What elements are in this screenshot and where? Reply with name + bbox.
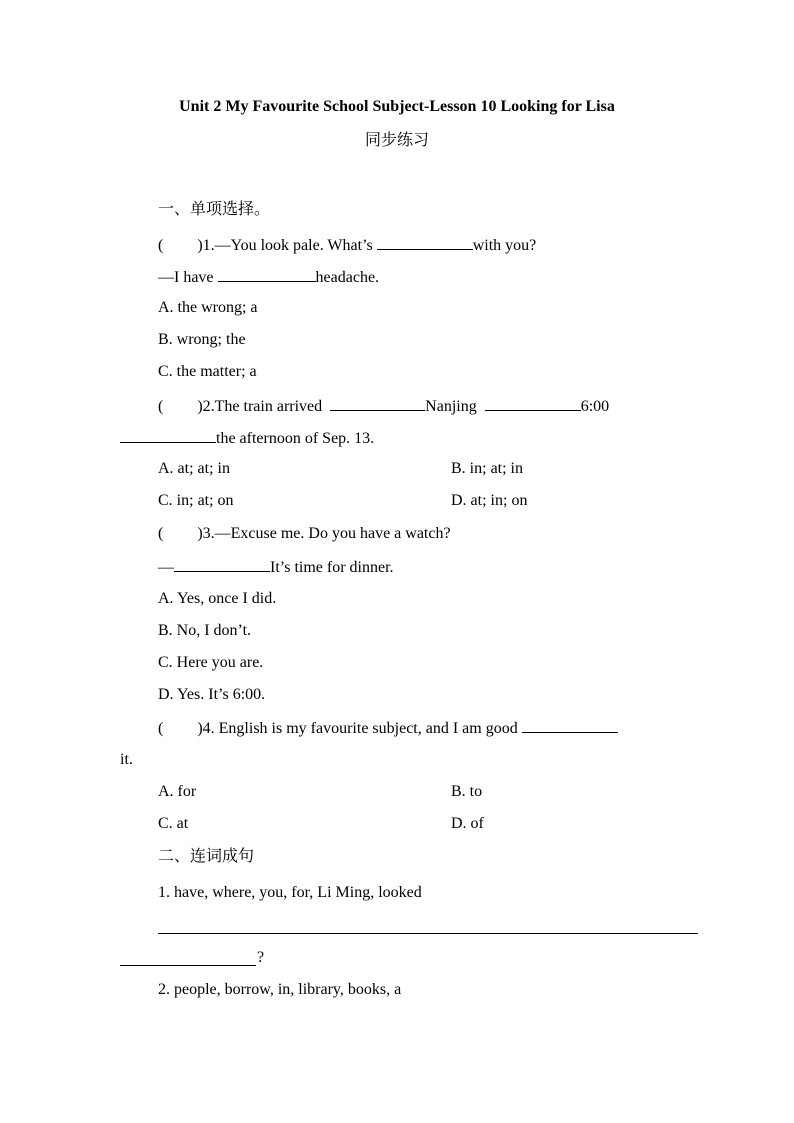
question-2-text: )2.The train arrived: [197, 398, 323, 415]
option-2d: D. at; in; on: [451, 492, 528, 509]
sentence-1-end-mark: ?: [257, 949, 265, 966]
option-2c: C. in; at; on: [158, 492, 234, 509]
question-1-text: )1.—You look pale. What’s: [197, 237, 373, 254]
question-3: [158, 524, 451, 544]
option-1a: A. the wrong; a: [158, 299, 258, 316]
option-3b: B. No, I don’t.: [158, 622, 252, 639]
question-1: [158, 234, 536, 256]
option-4c: C. at: [158, 815, 189, 832]
question-1-line2: [158, 266, 379, 288]
option-2b: B. in; at; in: [451, 460, 523, 477]
section2-heading: 二、连词成句: [158, 848, 255, 865]
question-1-text-end: with you?: [472, 237, 537, 254]
document-title: Unit 2 My Favourite School Subject-Lesson 10 Looking for Lisa: [179, 98, 615, 115]
option-3a: A. Yes, once I did.: [158, 590, 277, 607]
section1-heading: 一、单项选择。: [158, 201, 271, 218]
question-1-line2-pre: —I have: [158, 269, 214, 286]
question-2-mid2: 6:00: [580, 398, 610, 415]
document-subtitle: 同步练习: [364, 132, 429, 149]
option-1c: C. the matter; a: [158, 363, 257, 380]
answer-blank[interactable]: [120, 427, 216, 443]
question-3-line2-pre: —: [158, 559, 174, 576]
answer-blank[interactable]: [377, 234, 473, 250]
question-2: [158, 395, 609, 417]
answer-line[interactable]: [158, 933, 698, 934]
question-4-line2: it.: [120, 751, 133, 768]
sentence-2-prompt: 2. people, borrow, in, library, books, a: [158, 981, 402, 998]
question-3-line2: [158, 556, 394, 578]
answer-paren-open: (: [158, 398, 164, 415]
answer-blank[interactable]: [218, 266, 316, 282]
question-4: [158, 717, 618, 739]
answer-blank[interactable]: [522, 717, 618, 733]
answer-paren-open: (: [158, 525, 164, 542]
option-3c: C. Here you are.: [158, 654, 264, 671]
option-4b: B. to: [451, 783, 483, 800]
answer-blank[interactable]: [485, 395, 581, 411]
answer-paren-open: (: [158, 720, 164, 737]
option-1b: B. wrong; the: [158, 331, 246, 348]
question-2-mid1: Nanjing: [425, 398, 477, 415]
option-2a: A. at; at; in: [158, 460, 230, 477]
option-4a: A. for: [158, 783, 197, 800]
question-3-line2-post: It’s time for dinner.: [270, 559, 394, 576]
question-4-text: )4. English is my favourite subject, and I am good: [197, 720, 518, 737]
option-3d: D. Yes. It’s 6:00.: [158, 686, 266, 703]
answer-blank[interactable]: [330, 395, 425, 411]
question-2-line2-post: the afternoon of Sep. 13.: [216, 430, 375, 447]
answer-line[interactable]: [120, 965, 256, 966]
question-3-text: )3.—Excuse me. Do you have a watch?: [197, 525, 451, 542]
answer-blank[interactable]: [174, 556, 270, 572]
question-2-line2: [120, 427, 374, 449]
sentence-1-prompt: 1. have, where, you, for, Li Ming, looked: [158, 884, 422, 901]
option-4d: D. of: [451, 815, 484, 832]
question-1-line2-post: headache.: [315, 269, 380, 286]
answer-paren-open: (: [158, 237, 164, 254]
